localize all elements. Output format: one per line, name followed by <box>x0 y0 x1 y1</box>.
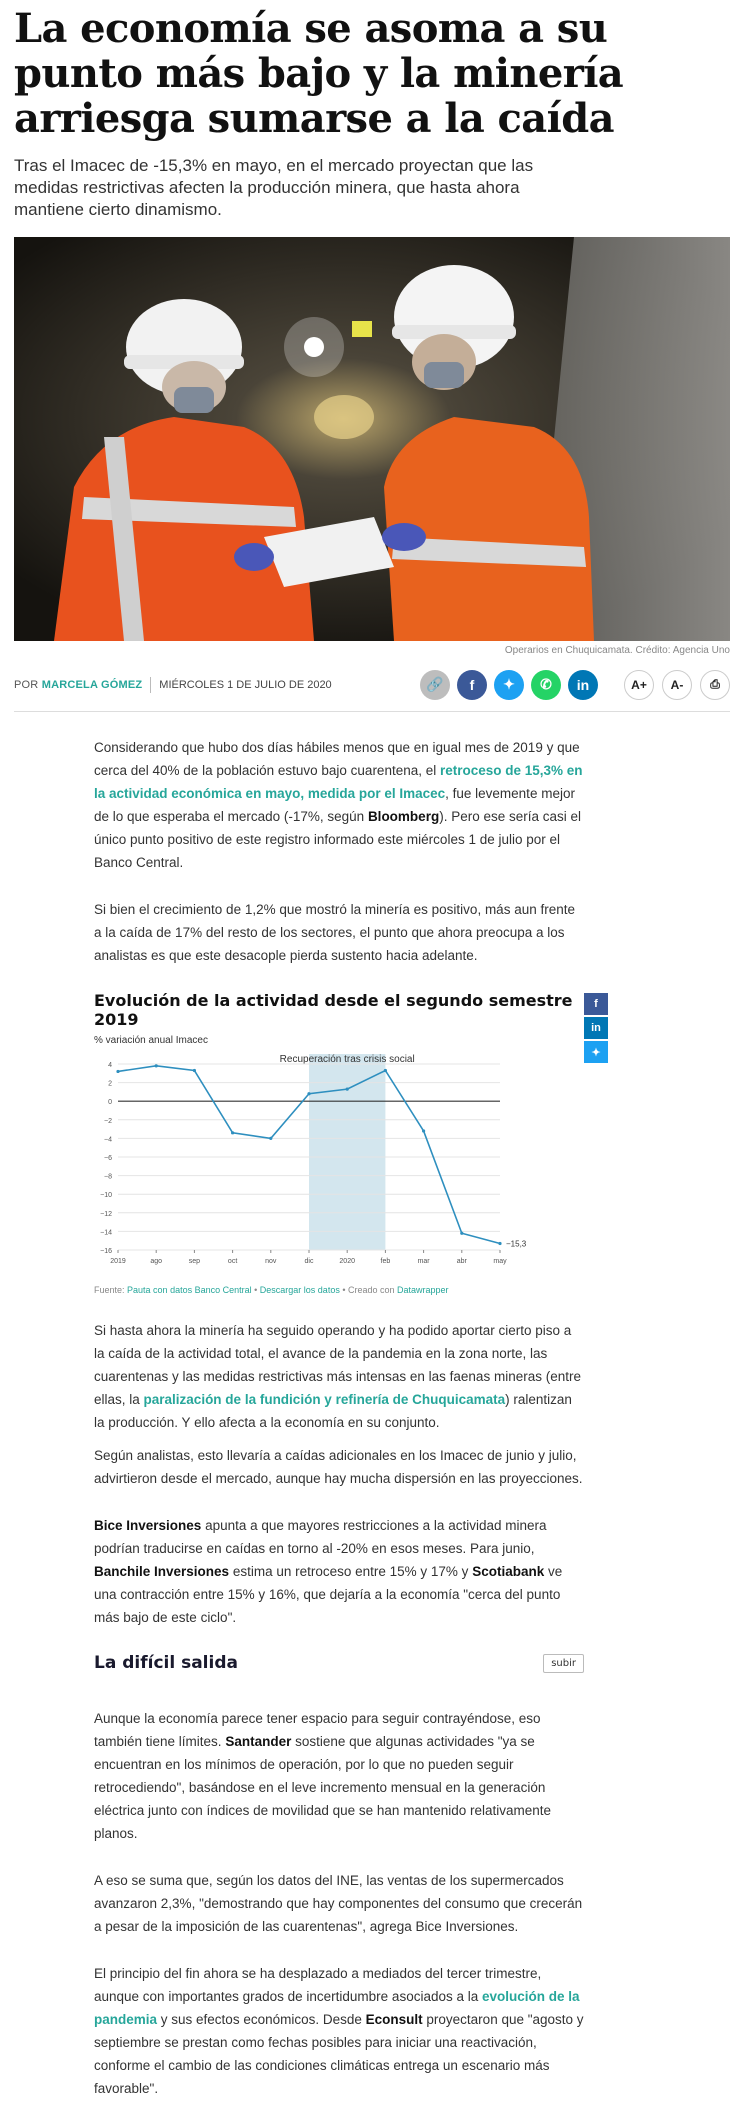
x-tick-label: oct <box>227 1258 238 1265</box>
byline-prefix: POR <box>14 678 39 691</box>
chart-twitter-button[interactable] <box>584 1041 608 1063</box>
divider <box>150 677 151 693</box>
chuquicamata-link[interactable]: paralización de la fundición y refinería de Chuquicamata <box>143 1392 506 1407</box>
x-tick-label: feb <box>380 1258 391 1265</box>
pandemia-link[interactable]: evolución de la pandemia <box>94 1989 580 2027</box>
paragraph-8 <box>94 1962 584 2100</box>
data-point <box>384 1069 387 1072</box>
font-decrease-button[interactable]: A- <box>662 670 692 700</box>
facebook-icon: f <box>594 998 598 1010</box>
author-link[interactable]: MARCELA GÓMEZ <box>41 678 143 691</box>
text: ve una contracción entre 15% y 16%, que dejaría a la economía "cerca del punto más bajo de este ciclo". <box>94 1564 563 1625</box>
text: • <box>339 1285 348 1295</box>
copy-link-button[interactable] <box>420 670 450 700</box>
text: estima un retroceso entre 15% y 17% y <box>229 1564 473 1579</box>
band-annotation: Recuperación tras crisis social <box>279 1054 415 1065</box>
paragraph-5 <box>94 1514 584 1629</box>
data-point <box>269 1137 272 1140</box>
text: Fuente: <box>94 1285 128 1295</box>
y-tick-label: −6 <box>104 1155 112 1162</box>
y-tick-label: 2 <box>108 1080 112 1088</box>
y-tick-label: −8 <box>104 1173 112 1181</box>
x-tick-label: mar <box>417 1258 430 1265</box>
text: Si hasta ahora la minería ha seguido operando y ha podido aportar cierto piso a la caída de la actividad total, el avance de la pandemia en la zona norte, las cuarentenas y las medidas restrictivas más intensas en las faenas mineras (entre ellas, la <box>94 1323 581 1407</box>
data-point <box>422 1129 425 1132</box>
data-point <box>307 1092 310 1095</box>
download-data-link[interactable]: Descargar los datos <box>259 1285 340 1295</box>
twitter-share-button[interactable] <box>494 670 524 700</box>
banchile-bold: Banchile Inversiones <box>94 1564 230 1579</box>
imacec-link[interactable]: retroceso de 15,3% en la actividad económica en mayo, medida por el Imacec <box>94 763 583 801</box>
text: El principio del fin ahora se ha desplazado a mediados del tercer trimestre, aunque con importantes grados de incertidumbre asociados a la <box>94 1966 542 2004</box>
data-point <box>116 1070 119 1073</box>
data-point <box>498 1242 501 1245</box>
data-point <box>346 1088 349 1091</box>
paragraph-2: Si bien el crecimiento de 1,2% que mostró la minería es positivo, más aun frente a la caída de 17% del resto de los sectores, el punto que ahora preocupa a los analistas es que este desacople pierda sustento hacia adelante. <box>94 902 575 963</box>
paragraph-7: A eso se suma que, según los datos del INE, las ventas de los supermercados avanzaron 2,3%, "demostrando que hay componentes del consumo que crecerán a pesar de la imposición de las cuarentenas", agrega Bice Inversiones. <box>94 1873 583 1934</box>
section-heading <box>94 1653 584 1673</box>
econsult-bold: Econsult <box>365 2012 423 2027</box>
y-tick-label: −10 <box>100 1192 112 1200</box>
font-increase-button[interactable]: A+ <box>624 670 654 700</box>
x-tick-label: sep <box>188 1258 201 1265</box>
text: ) ralentizan la producción. Y ello afecta a la economía en su conjunto. <box>94 1392 572 1430</box>
chart-share-buttons <box>584 993 608 1063</box>
printer-icon: ⎙ <box>710 677 720 691</box>
datawrapper-link[interactable]: Datawrapper <box>397 1285 449 1295</box>
paragraph-1 <box>94 736 584 874</box>
text: y sus efectos económicos. Desde <box>157 2012 366 2027</box>
whatsapp-share-button[interactable] <box>531 670 561 700</box>
end-value-label: −15,3 <box>506 1239 527 1249</box>
twitter-icon: ✦ <box>591 1046 601 1059</box>
activity-chart <box>94 991 601 1295</box>
data-point <box>231 1131 234 1134</box>
y-tick-label: 0 <box>108 1099 112 1107</box>
x-tick-label: may <box>493 1258 507 1265</box>
bice-bold: Bice Inversiones <box>94 1518 202 1533</box>
facebook-share-button[interactable] <box>457 670 487 700</box>
article-body <box>94 736 601 2100</box>
back-to-top-button[interactable]: subir <box>543 1654 584 1673</box>
y-tick-label: −16 <box>100 1248 112 1255</box>
text: apunta a que mayores restricciones a la actividad minera podrían traducirse en caídas en torno al -20% en esos meses. Para junio, <box>94 1518 547 1556</box>
data-point <box>155 1064 158 1067</box>
y-tick-label: −4 <box>104 1136 112 1144</box>
share-buttons <box>420 670 598 700</box>
section-heading-text: La difícil salida <box>94 1653 238 1673</box>
publish-date: MIÉRCOLES 1 DE JULIO DE 2020 <box>159 678 332 691</box>
chart-facebook-button[interactable] <box>584 993 608 1015</box>
data-point <box>193 1069 196 1072</box>
y-tick-label: −12 <box>100 1210 112 1218</box>
whatsapp-icon: ✆ <box>540 676 552 692</box>
text: proyectaron que "agosto y septiembre se prestan como fechas posibles para iniciar una reactivación, conforme el cambio de las condiciones climáticas entrega un escenario más favorable". <box>94 2012 584 2096</box>
dek: Tras el Imacec de -15,3% en mayo, en el mercado proyectan que las medidas restrictivas afecten la producción minera, que hasta ahora mantiene cierto dinamismo. <box>14 156 534 219</box>
chart-subtitle: % variación anual Imacec <box>94 1035 208 1046</box>
text: Considerando que hubo dos días hábiles menos que en igual mes de 2019 y que cerca del 40% de la población estuvo bajo cuarentena, el <box>94 740 580 778</box>
byline <box>14 679 142 691</box>
linkedin-icon: in <box>576 676 590 693</box>
text: sostiene que algunas actividades "ya se encuentran en los mínimos de operación, por lo que no pueden seguir retrocediendo", basándose en el leve incremento mensual en la generación eléctrica junto con índices de movilidad que se han mantenido relativamente planos. <box>94 1734 552 1841</box>
linkedin-share-button[interactable] <box>568 670 598 700</box>
article-tools <box>624 670 730 700</box>
text: ). Pero ese sería casi el único punto positivo de este registro informado este miércoles 1 de julio por el Banco Central. <box>94 809 582 870</box>
shaded-band <box>309 1054 385 1250</box>
image-caption: Operarios en Chuquicamata. Crédito: Agencia Uno <box>504 645 730 656</box>
scotiabank-bold: Scotiabank <box>472 1564 545 1579</box>
x-tick-label: 2019 <box>110 1258 126 1265</box>
santander-bold: Santander <box>225 1734 292 1749</box>
facebook-icon: f <box>469 676 475 693</box>
chart-source <box>94 1285 584 1295</box>
twitter-icon: ✦ <box>503 676 515 692</box>
x-tick-label: ago <box>150 1258 163 1265</box>
miners-photo <box>14 237 730 641</box>
x-tick-label: nov <box>265 1258 277 1265</box>
x-tick-label: abr <box>456 1258 467 1265</box>
linkedin-icon: in <box>591 1022 601 1034</box>
chart-plot <box>94 1046 527 1278</box>
hero-image <box>14 237 730 641</box>
chart-linkedin-button[interactable] <box>584 1017 608 1039</box>
text: , fue levemente mejor de lo que esperaba el mercado (-17%, según <box>94 786 575 824</box>
y-tick-label: −14 <box>100 1229 112 1237</box>
headline: La economía se asoma a su punto más bajo y la minería arriesga sumarse a la caída <box>14 5 624 142</box>
paragraph-3 <box>94 1319 584 1434</box>
source-link[interactable]: Pauta con datos Banco Central <box>127 1285 252 1295</box>
bloomberg-bold: Bloomberg <box>367 809 440 824</box>
x-tick-label: 2020 <box>339 1258 355 1265</box>
y-tick-label: 4 <box>108 1062 112 1069</box>
link-icon: 🔗 <box>426 676 444 692</box>
paragraph-4: Según analistas, esto llevaría a caídas adicionales en los Imacec de junio y julio, advirtieron desde el mercado, aunque hay mucha dispersión en las proyecciones. <box>94 1448 583 1486</box>
paragraph-6 <box>94 1707 584 1845</box>
x-tick-label: dic <box>304 1258 314 1265</box>
data-point <box>460 1232 463 1235</box>
text: • <box>251 1285 260 1295</box>
text: Aunque la economía parece tener espacio para seguir contrayéndose, eso también tiene límites. <box>94 1711 541 1749</box>
y-tick-label: −2 <box>104 1117 112 1125</box>
print-button[interactable] <box>700 670 730 700</box>
text: Creado con <box>347 1285 398 1295</box>
chart-title: Evolución de la actividad desde el segundo semestre 2019 <box>94 991 573 1029</box>
meta-row <box>14 668 730 712</box>
